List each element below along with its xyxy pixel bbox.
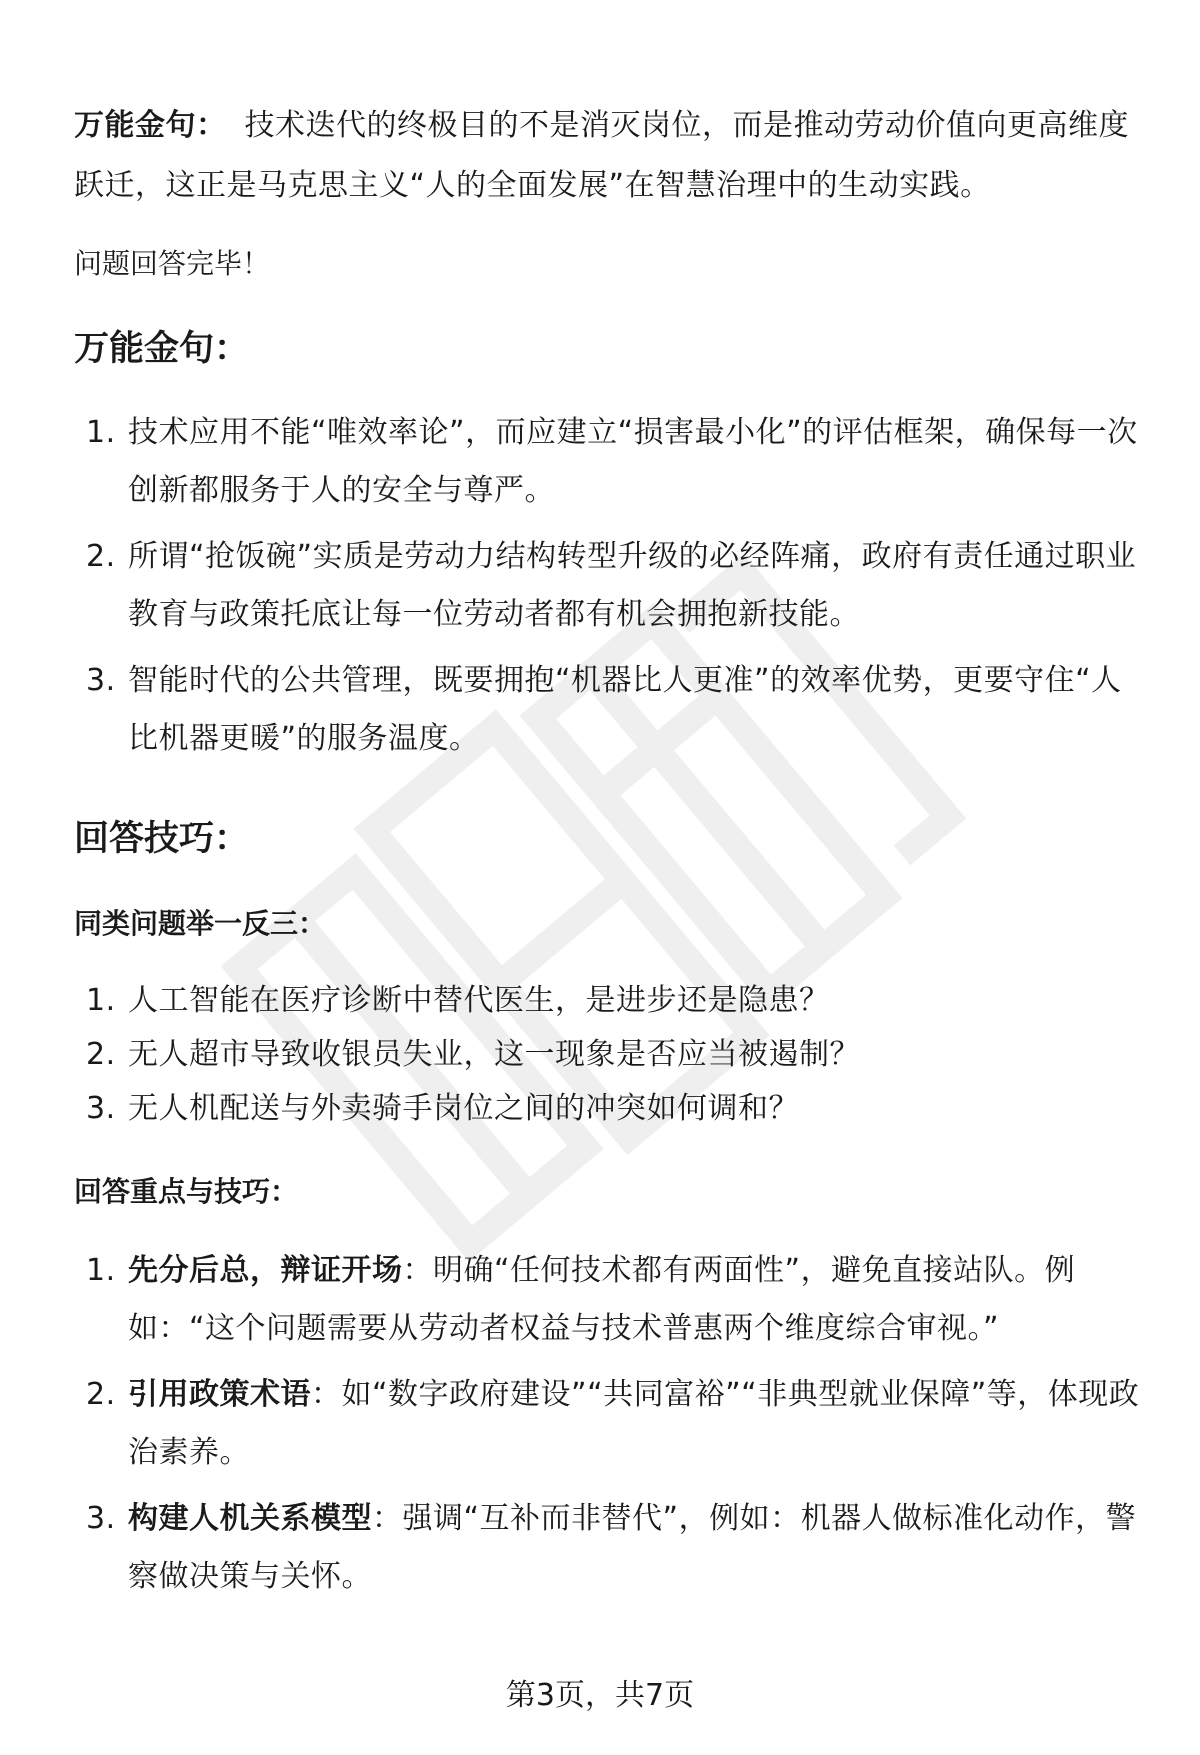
list-item: 3. 智能时代的公共管理，既要拥抱“机器比人更准”的效率优势，更要守住“人比机器更暖”的服务温度。: [86, 663, 1122, 756]
list-item: 2. 无人超市导致收银员失业，这一现象是否应当被遏制？: [86, 1037, 860, 1072]
key-points-list: [74, 1242, 1140, 1606]
golden-sentences-heading: 万能金句：: [74, 329, 250, 369]
similar-questions-list: [74, 974, 1140, 1136]
list-item: 1. 技术应用不能“唯效率论”，而应建立“损害最小化”的评估框架，确保每一次创新都服务于人的安全与尊严。: [86, 415, 1138, 508]
page-number-footer: 第3页，共7页: [505, 1678, 695, 1713]
intro-text: 技术迭代的终极目的不是消灭岗位，而是推动劳动价值向更高维度跃迁，这正是马克思主义“人的全面发展”在智慧治理中的生动实践。: [74, 108, 1129, 203]
golden-sentences-list: [74, 404, 1140, 768]
answer-complete-text: 问题回答完毕！: [74, 247, 271, 280]
similar-questions-heading: 同类问题举一反三：: [74, 907, 327, 940]
intro-lead: 万能金句：: [74, 108, 227, 143]
document-page: [74, 96, 1140, 1606]
answer-skills-heading: 回答技巧：: [74, 819, 250, 859]
key-points-heading: 回答重点与技巧：: [74, 1175, 299, 1208]
list-item: 1. 先分后总，辩证开场：明确“任何技术都有两面性”，避免直接站队。例如：“这个问题需要从劳动者权益与技术普惠两个维度综合审视。”: [86, 1253, 1076, 1346]
list-item: 2. 引用政策术语：如“数字政府建设”“共同富裕”“非典型就业保障”等，体现政治素养。: [86, 1377, 1140, 1470]
list-item: 3. 构建人机关系模型：强调“互补而非替代”，例如：机器人做标准化动作，警察做决策与关怀。: [86, 1501, 1137, 1594]
list-item: 1. 人工智能在医疗诊断中替代医生，是进步还是隐患？: [86, 983, 830, 1018]
intro-paragraph: [74, 96, 1140, 216]
list-item: 2. 所谓“抢饭碗”实质是劳动力结构转型升级的必经阵痛，政府有责任通过职业教育与政策托底让每一位劳动者都有机会拥抱新技能。: [86, 539, 1137, 632]
list-item: 3. 无人机配送与外卖骑手岗位之间的冲突如何调和？: [86, 1091, 799, 1126]
